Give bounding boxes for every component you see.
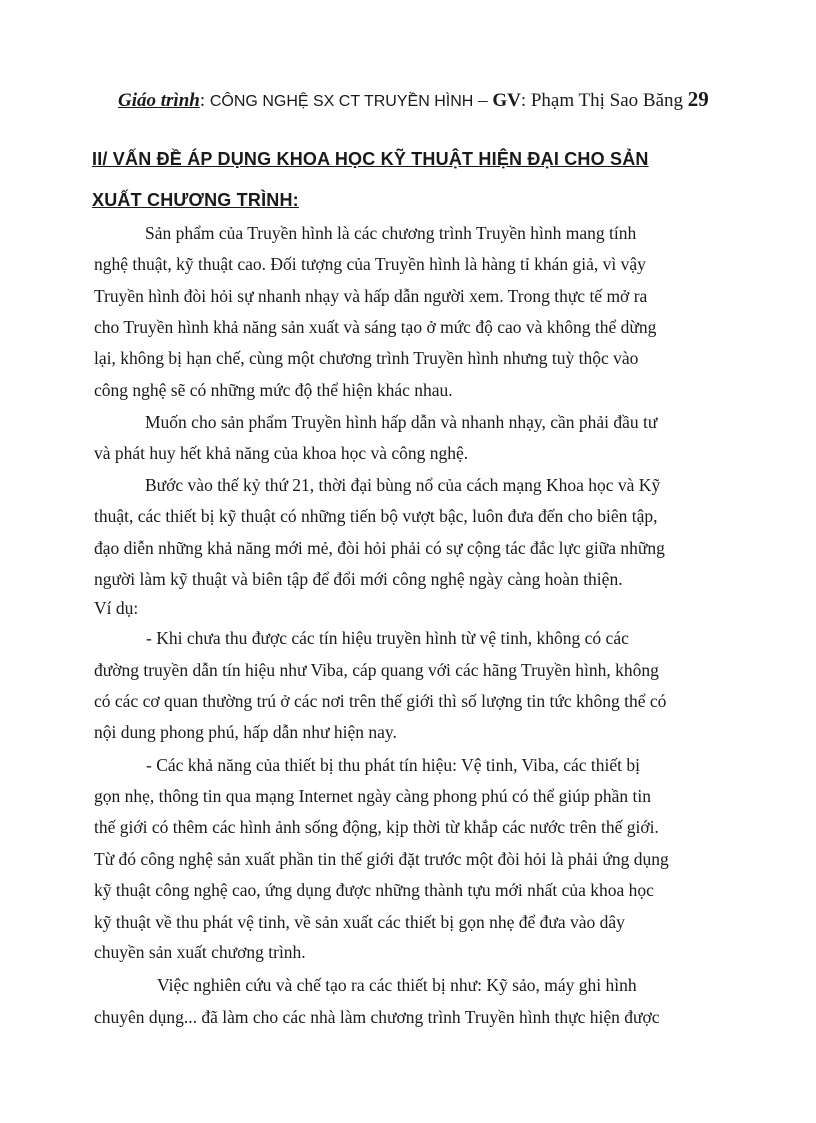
body-line: Truyền hình đòi hỏi sự nhanh nhạy và hấp dẫn người xem. Trong thực tế mở ra [94, 286, 648, 306]
body-line: đạo diễn những khả năng mới mẻ, đòi hỏi phải có sự cộng tác đắc lực giữa những [94, 538, 665, 558]
body-line: thế giới có thêm các hình ảnh sống động, kịp thời từ khắp các nước trên thế giới. [94, 817, 659, 837]
header-colon: : [199, 90, 210, 111]
section-heading-line-1: II/ VẤN ĐỀ ÁP DỤNG KHOA HỌC KỸ THUẬT HIỆN ĐẠI CHO SẢN [92, 149, 649, 169]
body-line: nghệ thuật, kỹ thuật cao. Đối tượng của Truyền hình là hàng tỉ khán giả, vì vậy [94, 254, 646, 274]
page-header [118, 86, 738, 115]
body-line: Việc nghiên cứu và chế tạo ra các thiết bị như: Kỹ sảo, máy ghi hình [157, 975, 637, 995]
body-line: lại, không bị hạn chế, cùng một chương trình Truyền hình nhưng tuỳ thộc vào [94, 348, 639, 368]
body-line: đường truyền dẫn tín hiệu như Viba, cáp quang với các hãng Truyền hình, không [94, 660, 659, 680]
header-dash: – [473, 90, 493, 111]
body-line: - Khi chưa thu được các tín hiệu truyền hình từ vệ tinh, không có các [146, 628, 629, 648]
body-line: Từ đó công nghệ sản xuất phần tin thế giới đặt trước một đòi hỏi là phải ứng dụng [94, 849, 669, 869]
body-line: có các cơ quan thường trú ở các nơi trên thế giới thì số lượng tin tức không thể có [94, 691, 667, 711]
body-line: nội dung phong phú, hấp dẫn như hiện nay. [94, 722, 397, 742]
header-label: Giáo trình [118, 90, 200, 111]
body-line: gọn nhẹ, thông tin qua mạng Internet ngày càng phong phú có thể giúp phần tin [94, 786, 651, 806]
body-line: Ví dụ: [94, 598, 139, 618]
header-course-title: CÔNG NGHỆ SX CT TRUYỀN HÌNH [209, 93, 474, 110]
body-line: Sản phẩm của Truyền hình là các chương trình Truyền hình mang tính [145, 223, 637, 243]
body-line: kỹ thuật công nghệ cao, ứng dụng được những thành tựu mới nhất của khoa học [94, 880, 654, 900]
body-line: người làm kỹ thuật và biên tập để đổi mới công nghệ ngày càng hoàn thiện. [94, 569, 623, 589]
section-heading-line-2: XUẤT CHƯƠNG TRÌNH: [92, 190, 299, 210]
body-line: thuật, các thiết bị kỹ thuật có những tiến bộ vượt bậc, luôn đưa đến cho biên tập, [94, 506, 658, 526]
body-line: - Các khả năng của thiết bị thu phát tín hiệu: Vệ tinh, Viba, các thiết bị [146, 755, 641, 775]
page-number: 29 [687, 87, 709, 111]
header-gv-label: GV [492, 90, 521, 111]
body-line: chuyên dụng... đã làm cho các nhà làm chương trình Truyền hình thực hiện được [94, 1007, 660, 1027]
body-line: công nghệ sẽ có những mức độ thể hiện khác nhau. [94, 380, 453, 400]
header-instructor-name: : Phạm Thị Sao Băng [520, 90, 688, 111]
body-line: Muốn cho sản phẩm Truyền hình hấp dẫn và nhanh nhạy, cần phải đầu tư [145, 412, 658, 432]
body-line: và phát huy hết khả năng của khoa học và công nghệ. [94, 443, 469, 463]
body-line: cho Truyền hình khả năng sản xuất và sáng tạo ở mức độ cao và không thể dừng [94, 317, 657, 337]
body-line: chuyền sản xuất chương trình. [94, 942, 306, 962]
body-line: Bước vào thế kỷ thứ 21, thời đại bùng nổ của cách mạng Khoa học và Kỹ [145, 475, 661, 495]
body-line: kỹ thuật về thu phát vệ tinh, về sản xuất các thiết bị gọn nhẹ để đưa vào dây [94, 912, 625, 932]
